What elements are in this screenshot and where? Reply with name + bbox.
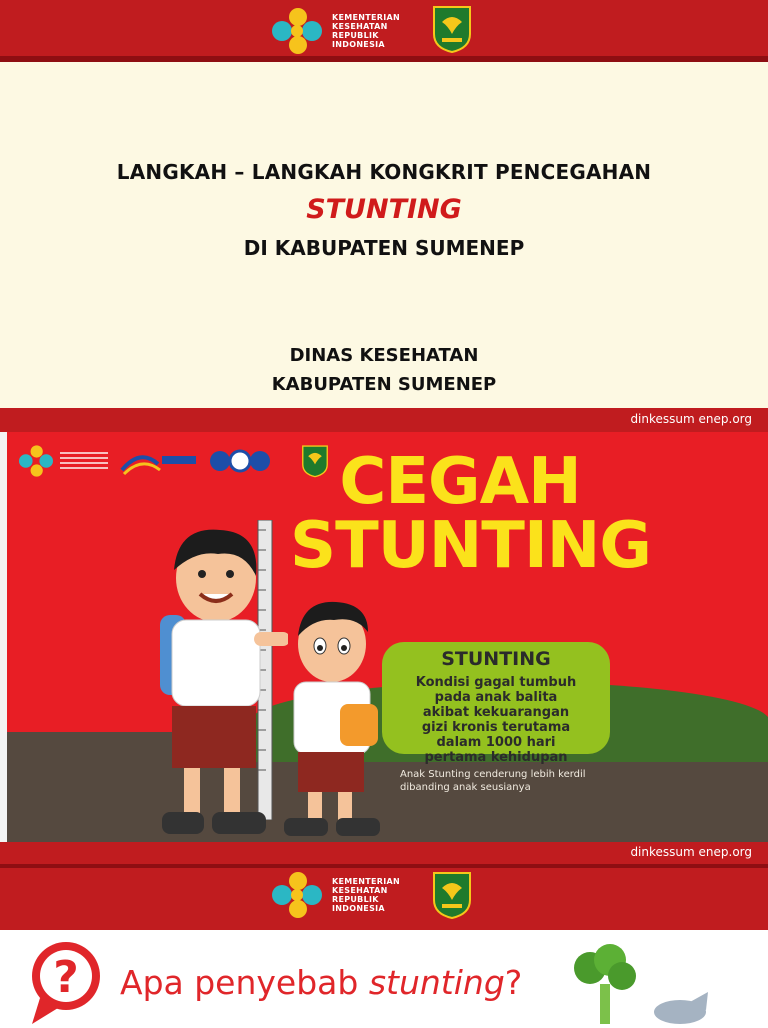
slide-question [0, 930, 768, 1024]
ministry-line: KESEHATAN [332, 886, 388, 895]
sumenep-crest-icon [430, 4, 474, 54]
box-line: Kondisi gagal tumbuh [415, 675, 577, 690]
kemenkes-emblem-icon [268, 6, 326, 56]
short-child-illustration [276, 592, 396, 842]
kemenkes-emblem-icon [16, 444, 56, 478]
sumenep-crest-icon [430, 870, 474, 920]
website-link[interactable]: dinkessum enep.org [630, 412, 752, 426]
kemenkes-logo [268, 6, 400, 56]
ministry-small-text [60, 452, 108, 470]
title-line-1: LANGKAH – LANGKAH KONGKRIT PENCEGAHAN [116, 160, 652, 184]
header-bar [0, 864, 768, 930]
question-prefix: Apa penyebab [120, 963, 369, 1002]
org-line-1: DINAS KESEHATAN [289, 345, 479, 366]
box-line: gizi kronis terutama [421, 720, 571, 735]
box-line: dalam 1000 hari [436, 735, 556, 750]
question-italic: stunting [368, 963, 505, 1002]
box-body [392, 675, 600, 765]
poster-note: Anak Stunting cenderung lebih kerdil dibanding anak seusianya [400, 769, 586, 793]
ministry-line: KESEHATAN [332, 22, 388, 31]
poster-headline [290, 445, 651, 583]
slide-footer [0, 408, 768, 432]
question-title [120, 963, 522, 1002]
headline-line-2: STUNTING [290, 509, 651, 583]
ministry-line: REPUBLIK [332, 895, 379, 904]
header-bar [0, 0, 768, 62]
stunting-definition-box [382, 642, 610, 765]
title-line-3: DI KABUPATEN SUMENEP [243, 236, 525, 260]
ministry-line: KEMENTERIAN [332, 13, 401, 22]
box-line: akibat kekuarangan [422, 705, 570, 720]
box-line: pada anak balita [434, 690, 558, 705]
question-mark-icon [28, 936, 104, 1026]
poster-cegah-stunting [0, 432, 768, 842]
kemenkes-emblem-icon [268, 870, 326, 920]
slide-footer [0, 842, 768, 864]
ministry-line: INDONESIA [332, 904, 385, 913]
box-title: STUNTING [441, 648, 551, 670]
ministry-line: INDONESIA [332, 40, 385, 49]
box-line: pertama kehidupan [424, 750, 568, 765]
website-link[interactable]: dinkessum enep.org [630, 845, 752, 859]
fish-icon [650, 988, 710, 1028]
ministry-line: REPUBLIK [332, 31, 379, 40]
kemenkes-logo [268, 870, 400, 920]
question-suffix: ? [504, 963, 523, 1002]
slide-title [0, 0, 768, 408]
title-highlight: STUNTING [306, 194, 462, 225]
germas-logo-icon [120, 446, 198, 476]
broccoli-icon [570, 944, 640, 1024]
tall-child-illustration [138, 520, 288, 842]
partner-logos [16, 444, 332, 478]
svg-text:?: ? [53, 952, 79, 1003]
1000-hpk-logo-icon [204, 446, 274, 476]
org-line-2: KABUPATEN SUMENEP [271, 374, 497, 395]
ministry-line: KEMENTERIAN [332, 877, 401, 886]
headline-line-1: CEGAH [339, 445, 581, 519]
